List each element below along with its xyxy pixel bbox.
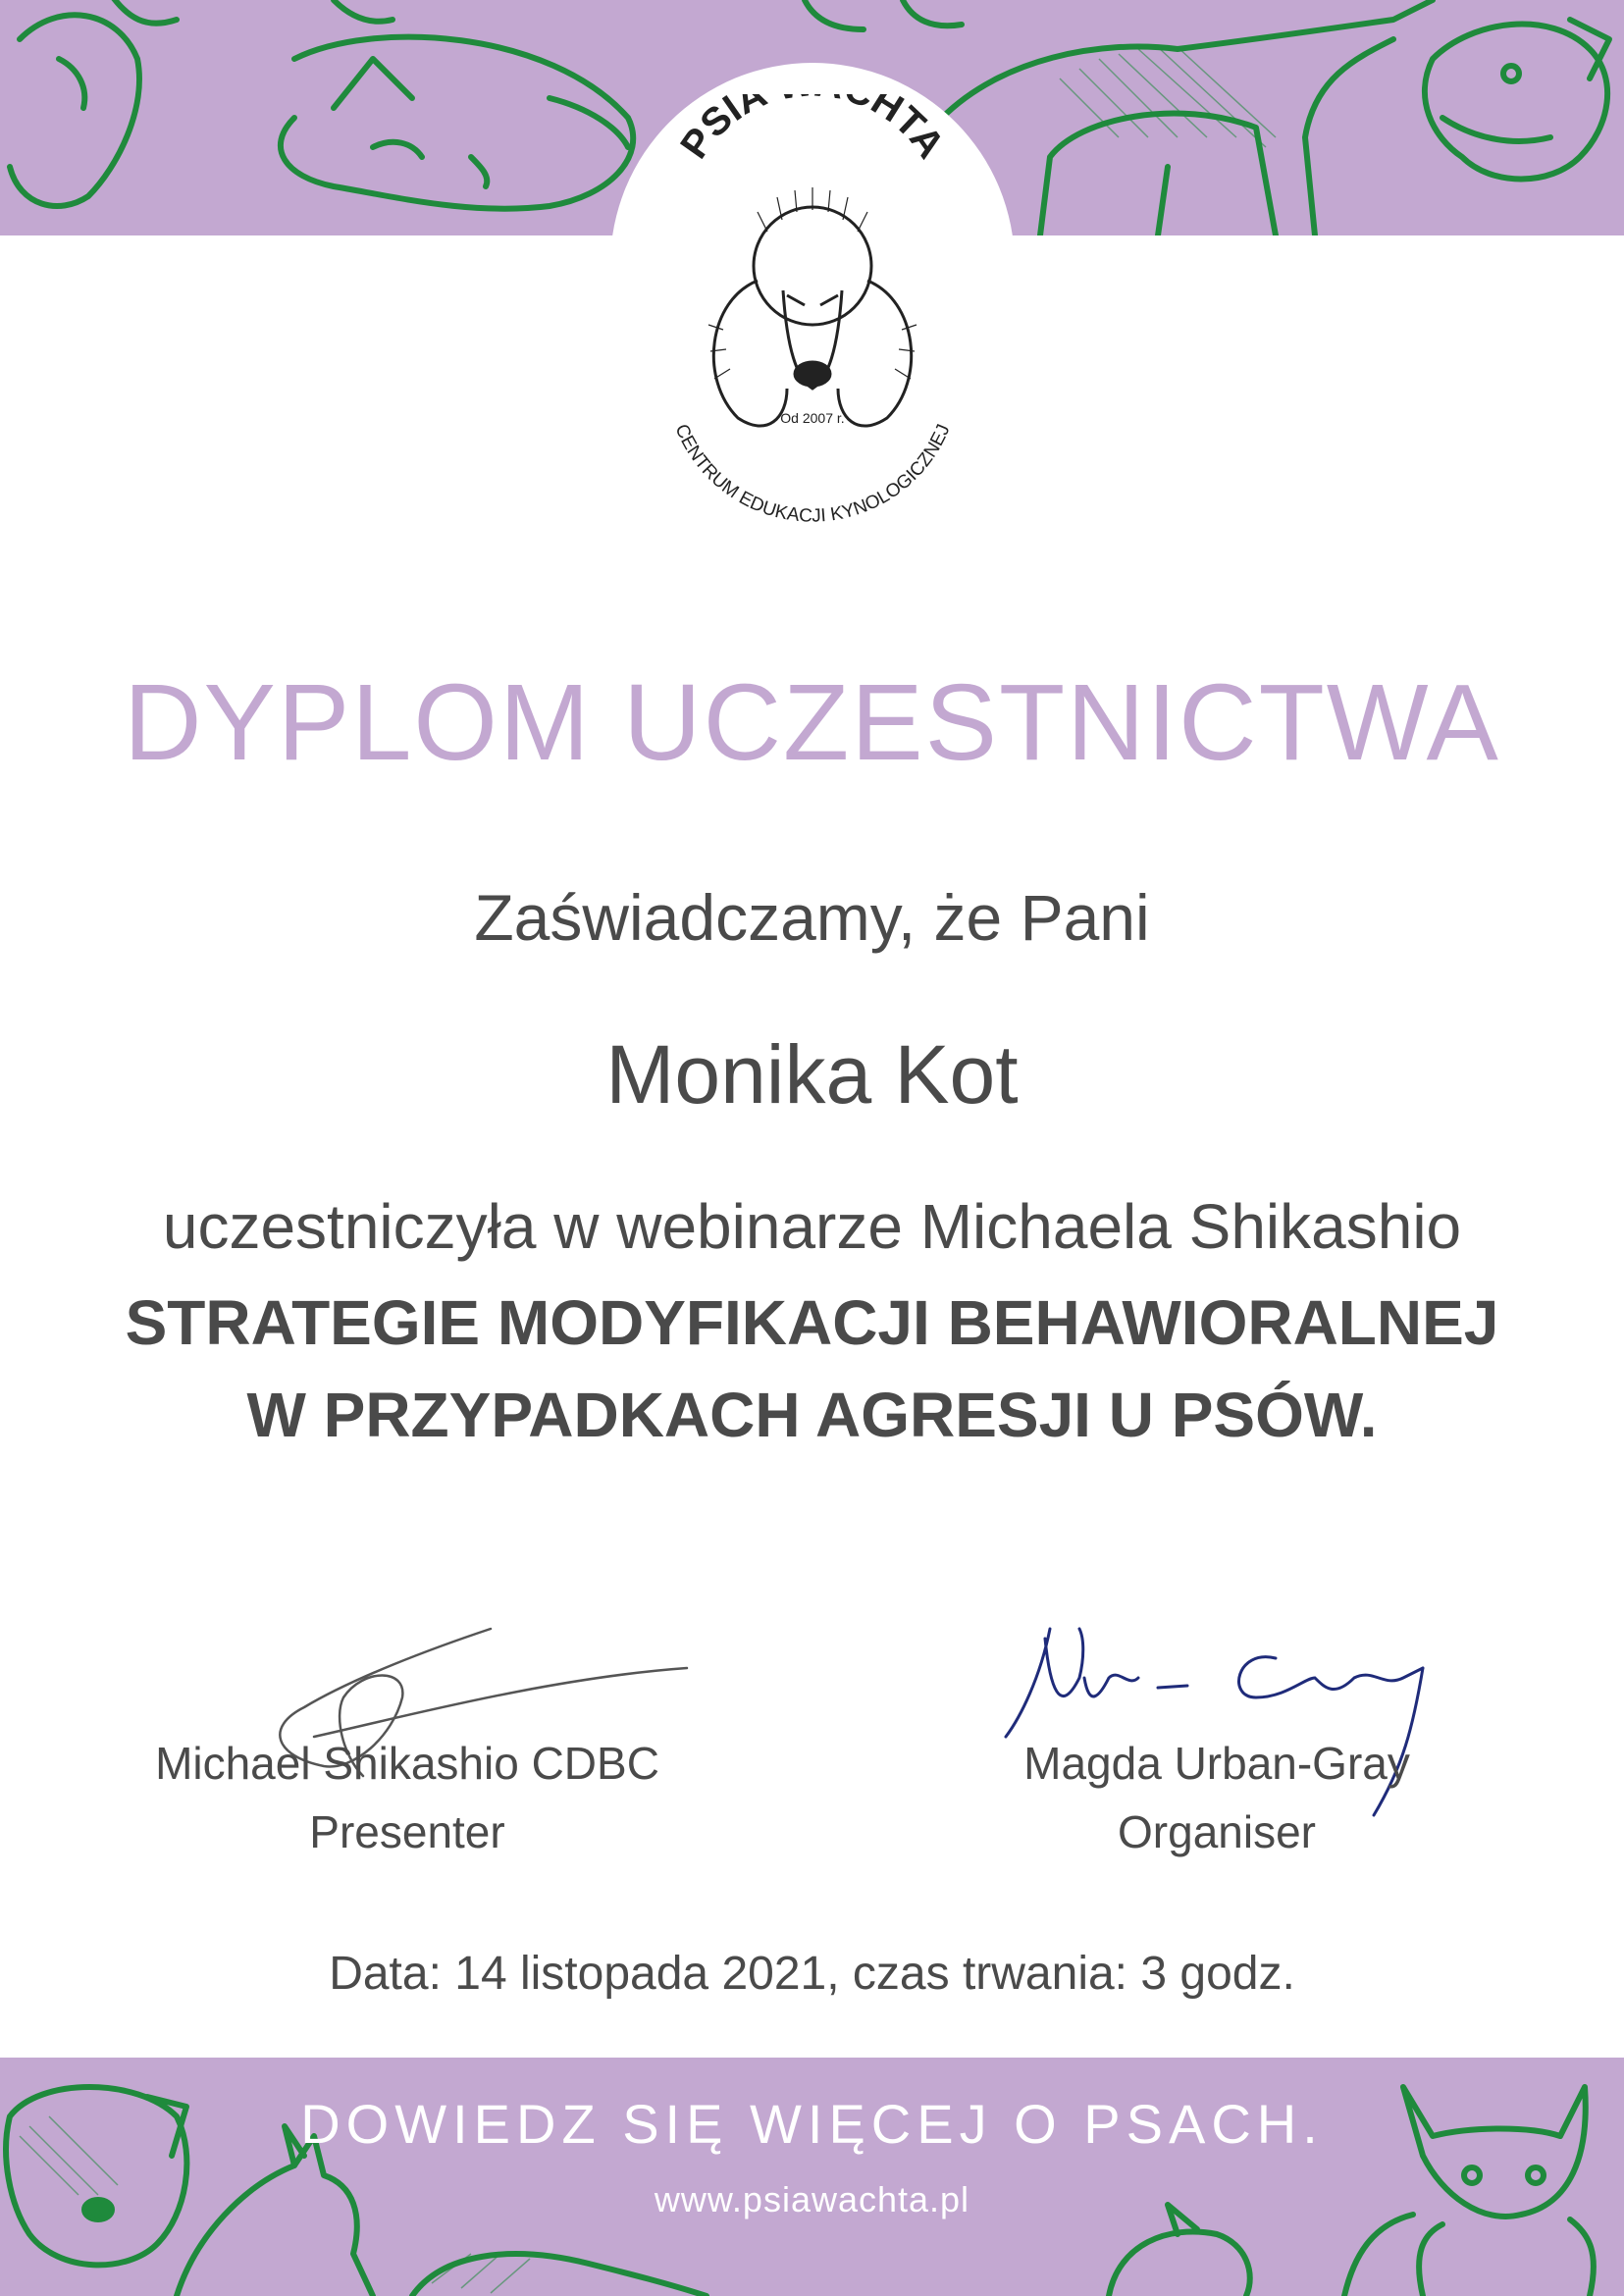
participation-text: uczestniczyła w webinarze Michaela Shikashio [162, 1191, 1462, 1262]
signatory-role: Presenter [309, 1806, 505, 1857]
webinar-title-line-2: W PRZYPADKACH AGRESJI U PSÓW. [246, 1380, 1378, 1450]
psia-wachta-logo [640, 94, 985, 526]
svg-text:PSIA WACHTA: PSIA HTA [672, 94, 953, 167]
certificate-title: DYPLOM UCZESTNICTWA [124, 662, 1500, 783]
poodle-logo-icon [640, 94, 985, 526]
recipient-name: Monika Kot [605, 1028, 1019, 1121]
signatory-name: Magda Urban-Gray [1023, 1738, 1410, 1789]
signature-block-presenter [64, 1729, 751, 1866]
signature-block-organiser [873, 1729, 1560, 1866]
footer-band [0, 2058, 1624, 2296]
signatory-role: Organiser [1118, 1806, 1316, 1857]
webinar-title-line-1: STRATEGIE MODYFIKACJI BEHAWIORALNEJ [125, 1287, 1499, 1358]
date-duration: Data: 14 listopada 2021, czas trwania: 3 godz. [329, 1948, 1295, 2000]
footer-cta: DOWIEDZ SIĘ WIĘCEJ O PSACH. [300, 2093, 1324, 2155]
svg-text:CENTRUM EDUKACJI KYNOLOGICZNEJ: CENTRUM EDUKACJI KYNOLOGICZNEJ [670, 421, 955, 526]
footer-url[interactable]: www.psiawachta.pl [654, 2179, 970, 2219]
svg-text:Od 2007 r.: Od 2007 r. [780, 410, 845, 426]
certificate-intro: Zaświadczamy, że Pani [474, 881, 1150, 954]
signatory-name: Michael Shikashio CDBC [155, 1738, 659, 1789]
